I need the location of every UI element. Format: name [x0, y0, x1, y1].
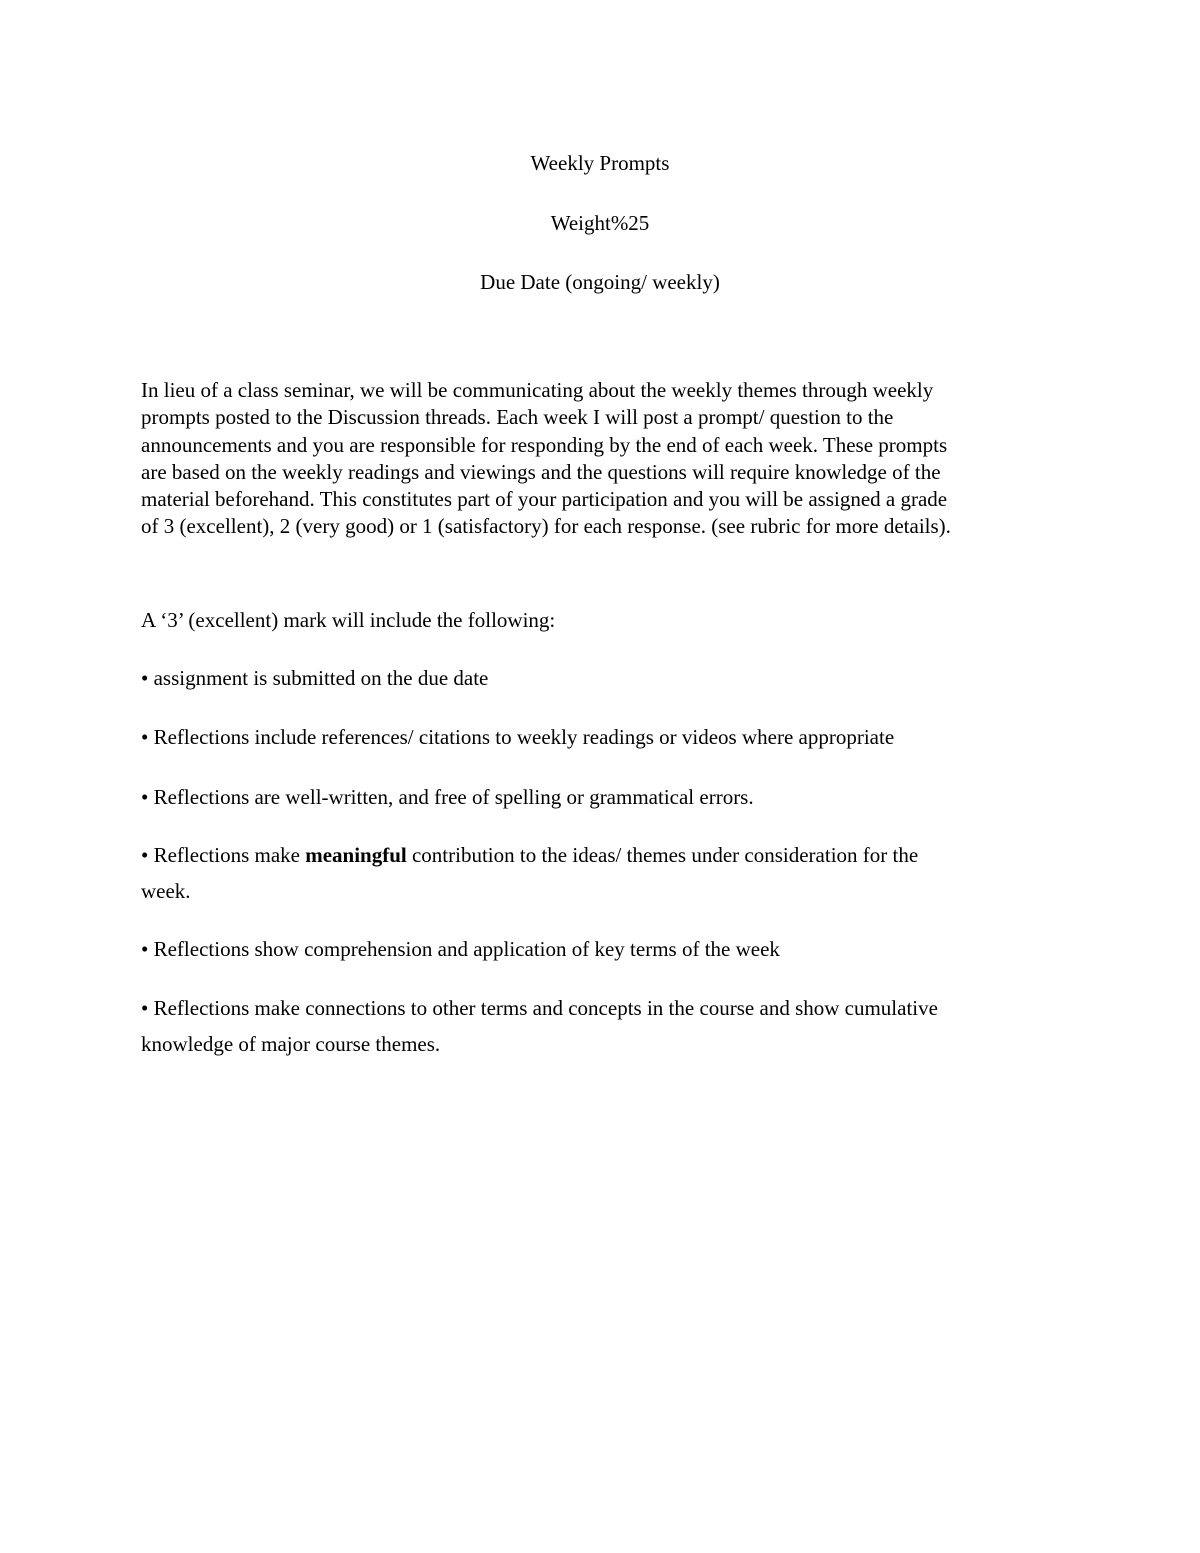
- intro-line: of 3 (excellent), 2 (very good) or 1 (satisfactory) for each response. (see rubric for more details).: [141, 514, 951, 539]
- criteria-item-text: • Reflections show comprehension and application of key terms of the week: [141, 937, 780, 961]
- criteria-item: [141, 838, 1061, 909]
- criteria-item-line: [141, 838, 1061, 874]
- intro-line: In lieu of a class seminar, we will be communicating about the weekly themes through weekly: [141, 378, 934, 402]
- criteria-item: [141, 991, 1061, 1062]
- criteria-item: [141, 780, 1061, 816]
- document-title: Weekly Prompts: [530, 151, 670, 175]
- emphasis-text: meaningful: [305, 843, 407, 867]
- criteria-item-continuation: knowledge of major course themes.: [141, 1031, 441, 1056]
- criteria-item-text: • assignment is submitted on the due date: [141, 666, 489, 690]
- intro-line: are based on the weekly readings and viewings and the questions will require knowledge of the: [141, 459, 941, 484]
- intro-line: announcements and you are responsible for responding by the end of each week. These prompts: [141, 432, 948, 457]
- criteria-item-continuation: week.: [141, 878, 191, 903]
- intro-line: prompts posted to the Discussion threads. Each week I will post a prompt/ question to the: [141, 405, 894, 430]
- criteria-item: [141, 661, 1061, 697]
- criteria-item: [141, 720, 1061, 756]
- weight-line: Weight%25: [550, 211, 650, 235]
- criteria-item-text: • Reflections make: [141, 843, 306, 867]
- criteria-item-text: • Reflections make connections to other terms and concepts in the course and show cumulative: [141, 996, 938, 1020]
- criteria-item-text: • Reflections are well-written, and free of spelling or grammatical errors.: [141, 785, 754, 809]
- criteria-item-text: contribution to the ideas/ themes under consideration for the: [406, 843, 919, 867]
- criteria-item: [141, 932, 1061, 968]
- intro-line: material beforehand. This constitutes part of your participation and you will be assigned a grade: [141, 487, 948, 512]
- intro-paragraph: [141, 377, 1061, 541]
- criteria-heading: A ‘3’ (excellent) mark will include the following:: [141, 608, 556, 632]
- criteria-item-text: • Reflections include references/ citations to weekly readings or videos where appropriate: [141, 725, 895, 749]
- due-date-line: Due Date (ongoing/ weekly): [480, 270, 720, 294]
